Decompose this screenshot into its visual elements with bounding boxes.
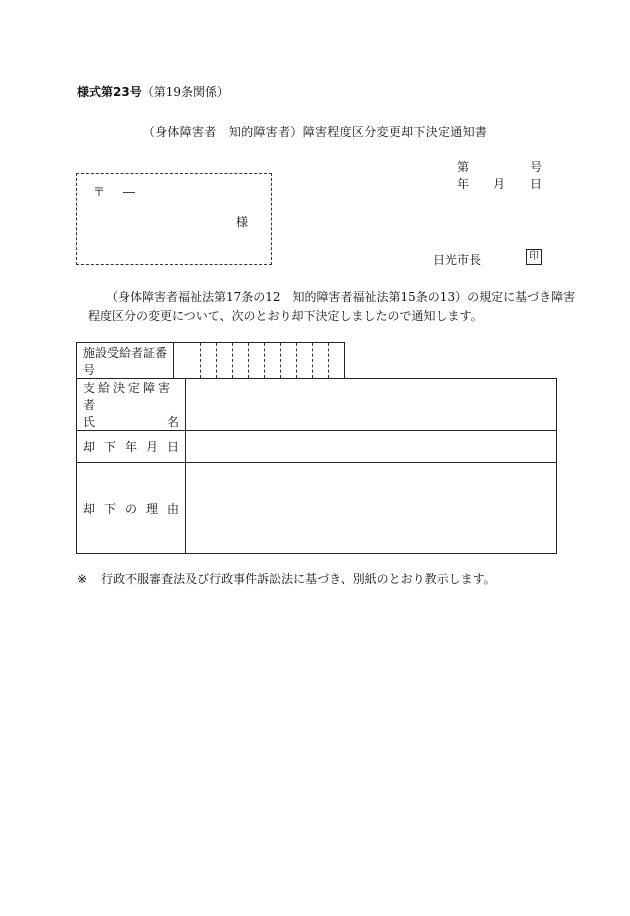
seal-mark: 印 bbox=[526, 249, 542, 265]
form-number-bold: 様式第23号 bbox=[77, 85, 142, 99]
reject-reason-char: 下 bbox=[103, 501, 116, 516]
reject-reason-value bbox=[186, 463, 557, 554]
reject-date-label bbox=[77, 431, 186, 463]
reject-reason-label bbox=[77, 463, 186, 554]
digit-cell bbox=[312, 343, 328, 378]
form-number bbox=[77, 83, 229, 100]
recipient-name-label-line2 bbox=[83, 413, 179, 430]
document-title: （身体障害者 知的障害者）障害程度区分変更却下決定通知書 bbox=[142, 125, 488, 139]
digit-cell bbox=[248, 343, 264, 378]
honorific-sama: 様 bbox=[236, 215, 249, 229]
reject-date-char: 年 bbox=[124, 440, 137, 454]
reject-date-char: 月 bbox=[145, 440, 158, 454]
digit-cell bbox=[280, 343, 296, 378]
issuer-mayor: 日光市長 bbox=[433, 253, 482, 267]
postal-mark: 〒 bbox=[93, 185, 106, 199]
digit-cell bbox=[200, 343, 216, 378]
date-month: 月 bbox=[493, 177, 506, 191]
digit-cell bbox=[264, 343, 280, 378]
recipient-number-digits bbox=[174, 343, 345, 379]
body-text bbox=[88, 288, 575, 326]
recipient-name-value bbox=[186, 379, 557, 431]
digit-cell bbox=[184, 343, 200, 378]
reject-reason-char: 却 bbox=[83, 501, 96, 516]
doc-number-go: 号 bbox=[530, 160, 543, 174]
postal-code bbox=[93, 183, 135, 200]
recipient-name-label bbox=[77, 379, 186, 431]
date-year: 年 bbox=[457, 177, 470, 191]
date-day: 日 bbox=[530, 177, 543, 191]
digit-cell bbox=[216, 343, 232, 378]
reject-date-value bbox=[186, 431, 557, 463]
digit-cell bbox=[296, 343, 312, 378]
digit-cell bbox=[328, 343, 344, 378]
recipient-name-label-line1: 支給決定障害者 bbox=[83, 381, 174, 412]
note-text: 行政不服審査法及び行政事件訴訟法に基づき、別紙のとおり教示します。 bbox=[101, 572, 496, 586]
name-char-1: 氏 bbox=[83, 415, 96, 429]
form-number-rest: （第19条関係） bbox=[141, 85, 229, 99]
reject-date-char: 日 bbox=[166, 440, 179, 454]
reject-reason-char: 理 bbox=[145, 501, 158, 516]
body-line-1: （身体障害者福祉法第17条の12 知的障害者福祉法第15条の13）の規定に基づき障害 bbox=[106, 290, 576, 304]
recipient-number-table bbox=[76, 342, 345, 379]
postal-dash: ― bbox=[123, 185, 136, 199]
decision-table bbox=[76, 378, 557, 554]
body-line-2: 程度区分の変更について、次のとおり却下決定しましたので通知します。 bbox=[88, 309, 483, 323]
recipient-number-label: 施設受給者証番号 bbox=[77, 343, 174, 379]
digit-cell bbox=[232, 343, 248, 378]
note-mark: ※ bbox=[77, 572, 88, 586]
doc-number-dai: 第 bbox=[457, 160, 470, 174]
reject-reason-char: の bbox=[124, 501, 137, 516]
name-char-2: 名 bbox=[166, 415, 179, 429]
footnote bbox=[77, 570, 496, 587]
reject-reason-char: 由 bbox=[166, 501, 179, 516]
reject-date-char: 却 bbox=[83, 440, 96, 454]
reject-date-char: 下 bbox=[103, 440, 116, 454]
